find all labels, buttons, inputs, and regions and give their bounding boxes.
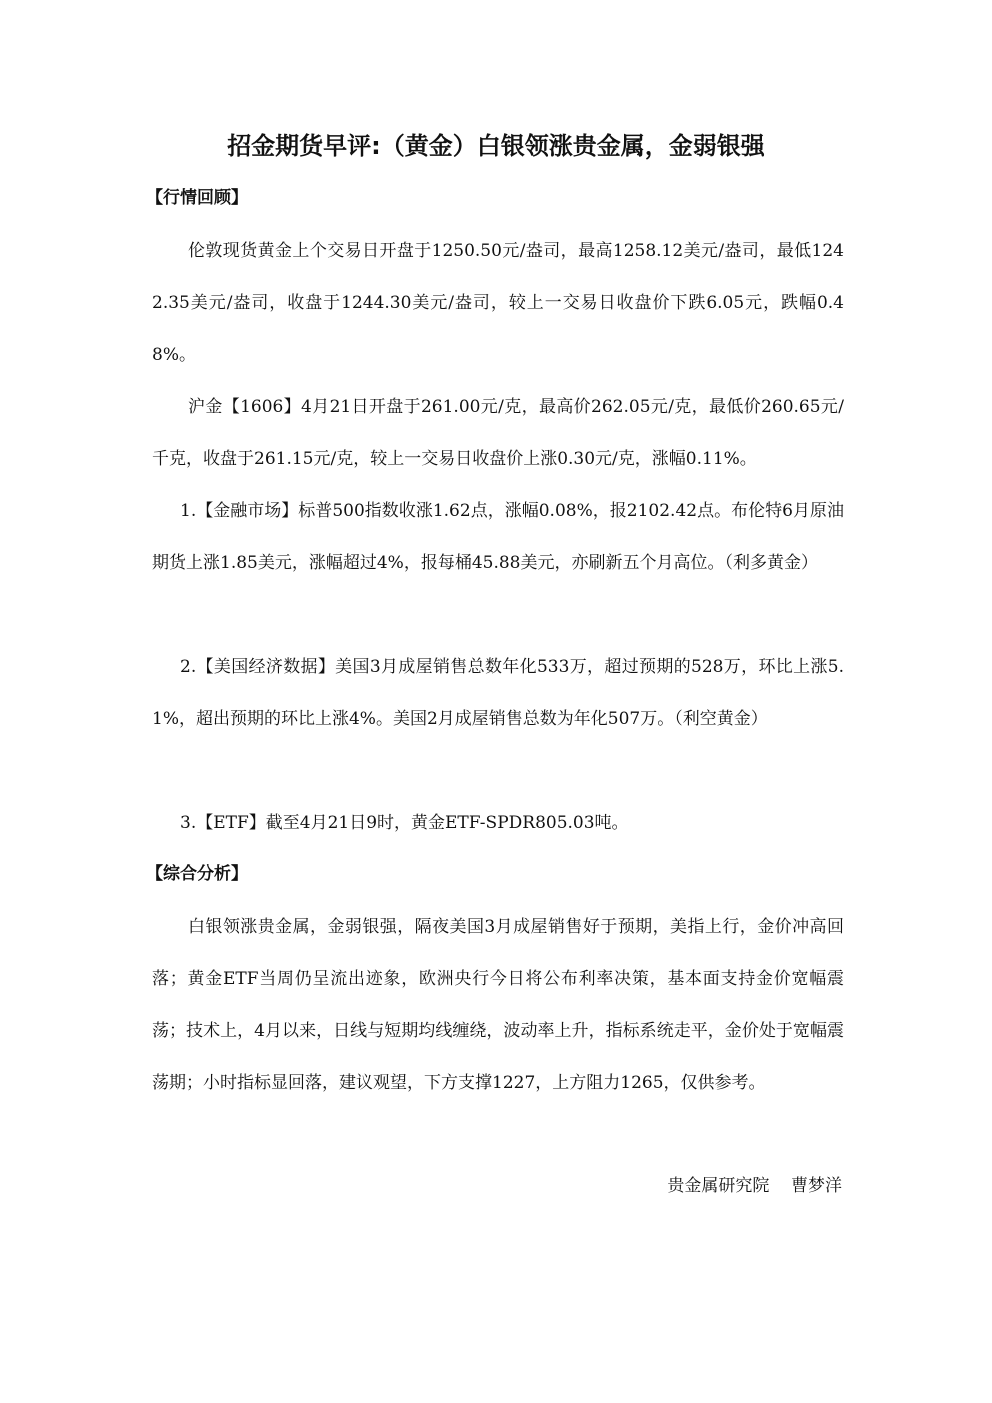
paragraph-analysis: 白银领涨贵金属，金弱银强，隔夜美国3月成屋销售好于预期，美指上行，金价冲高回落；黄金ETF当周仍呈流出迹象，欧洲央行今日将公布利率决策，基本面支持金价宽幅震荡；技术上，4月以来，日线与短期均线缠绕，波动率上升，指标系统走平，金价处于宽幅震荡期；小时指标显回落，建议观望，下方支撑1227，上方阻力1265，仅供参考。	[152, 917, 844, 1093]
section-heading-analysis: 【综合分析】	[146, 864, 248, 884]
list-item-financial-market: 1.【金融市场】标普500指数收涨1.62点，涨幅0.08%，报2102.42点。布伦特6月原油期货上涨1.85美元，涨幅超过4%，报每桶45.88美元，亦刷新五个月高位。（利多黄金）	[152, 501, 844, 573]
section-heading-market-review: 【行情回顾】	[146, 188, 248, 208]
list-item-etf: 3.【ETF】截至4月21日9时，黄金ETF-SPDR805.03吨。	[180, 813, 629, 833]
document-title: 招金期货早评:（黄金）白银领涨贵金属，金弱银强	[227, 132, 765, 160]
author-signature: 贵金属研究院 曹梦洋	[667, 1176, 842, 1196]
paragraph-shanghai-gold: 沪金【1606】4月21日开盘于261.00元/克，最高价262.05元/克，最低价260.65元/千克，收盘于261.15元/克，较上一交易日收盘价上涨0.30元/克，涨幅0.11%。	[152, 397, 844, 469]
list-item-us-economic-data: 2.【美国经济数据】美国3月成屋销售总数年化533万，超过预期的528万，环比上涨5.1%，超出预期的环比上涨4%。美国2月成屋销售总数为年化507万。（利空黄金）	[152, 657, 844, 729]
paragraph-london-gold: 伦敦现货黄金上个交易日开盘于1250.50元/盎司，最高1258.12美元/盎司，最低1242.35美元/盎司，收盘于1244.30美元/盎司，较上一交易日收盘价下跌6.05元，跌幅0.48%。	[152, 241, 844, 365]
